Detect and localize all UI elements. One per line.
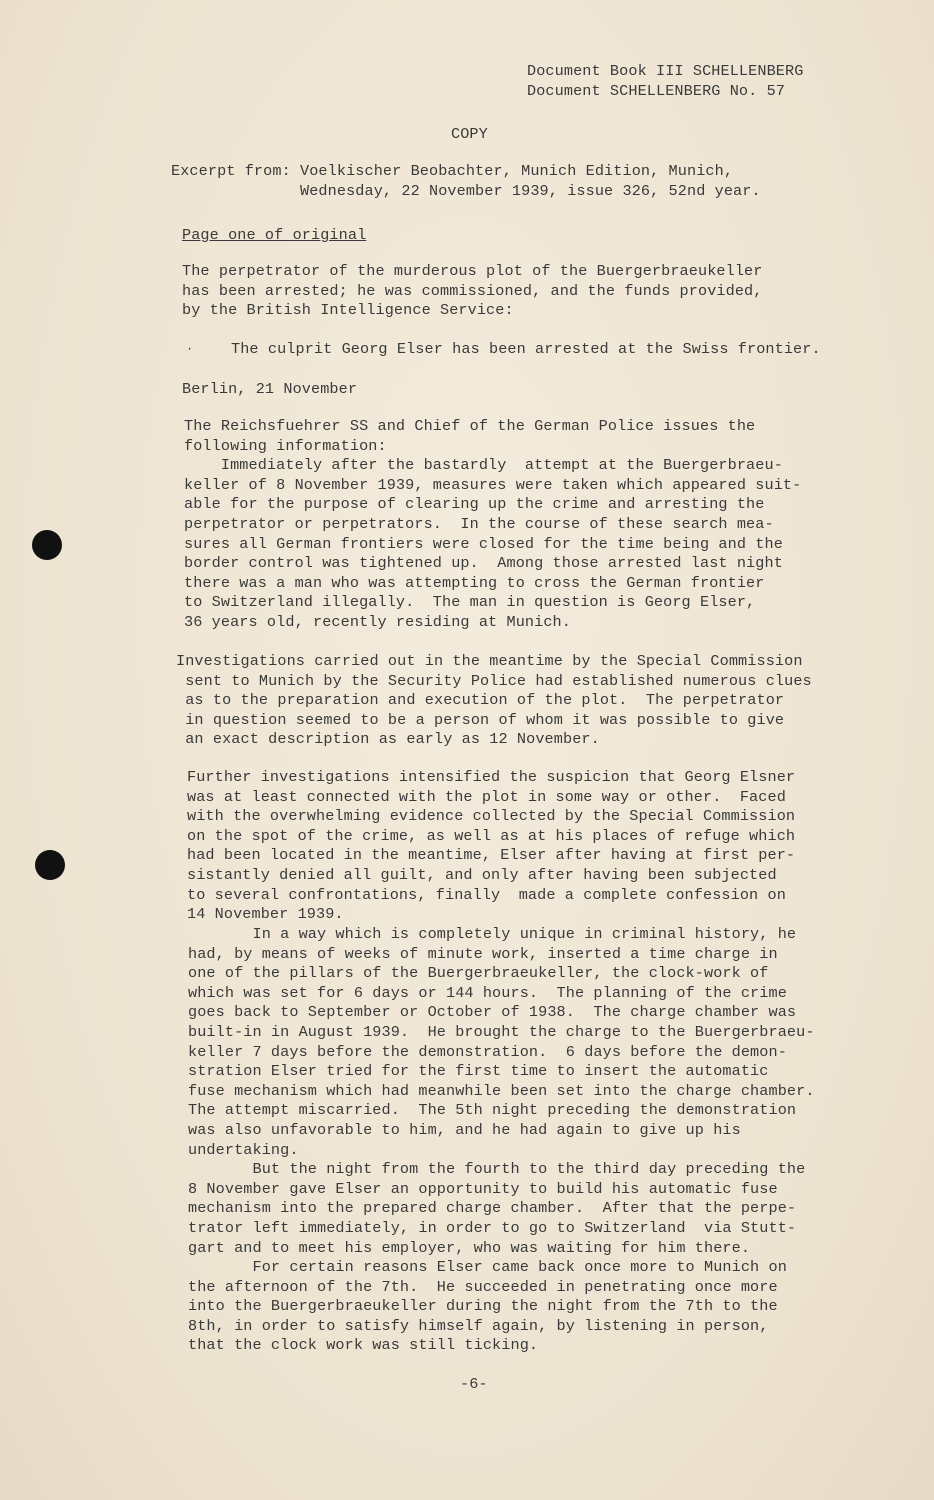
header-line-1: Document Book III SCHELLENBERG [527, 62, 804, 80]
page-number: -6- [460, 1375, 488, 1393]
paragraph-investigations: Investigations carried out in the meantime by the Special Commission sent to Munich by the Security Police had established numerous clues as to the preparation and execution of the plot. The perpetrator in question seemed to be a person of whom it was possible to give an exact description as early as 12 November. [176, 652, 812, 749]
document-header [527, 62, 803, 101]
intro-paragraph: The perpetrator of the murderous plot of the Buergerbraeukeller has been arrested; he was commissioned, and the funds provided, by the British Intelligence Service: [182, 262, 763, 320]
punch-hole-bottom [35, 850, 65, 880]
paragraph-reichsfuehrer: The Reichsfuehrer SS and Chief of the German Police issues the following information: Immediately after the bastardly attempt at the Buergerbraeu- keller of 8 November 1939, measures were taken which appeared suit- able for the purpose of clearing up the crime and arresting the perpetrator or perpetrators. In the course of these search mea- sures all German frontiers were closed for the time being and the border control was tightened up. Among those arrested last night there was a man who was attempting to cross the German frontier to Switzerland illegally. The man in question is Georg Elser, 36 years old, recently residing at Munich. [184, 417, 802, 631]
paragraph-time-charge: In a way which is completely unique in criminal history, he had, by means of weeks of minute work, inserted a time charge in one of the pillars of the Buergerbraeukeller, the clock-work of which was set for 6 days or 144 hours. The planning of the crime goes back to September or October of 1938. The charge chamber was built-in in August 1939. He brought the charge to the Buergerbraeu- keller 7 days before the demonstration. 6 days before the demon- stration Elser tried for the first time to insert the automatic fuse mechanism which had meanwhile been set into the charge chamber. The attempt miscarried. The 5th night preceding the demonstration was also unfavorable to him, and he had again to give up his undertaking. But the night from the fourth to the third day preceding the 8 November gave Elser an opportunity to build his automatic fuse mechanism into the prepared charge chamber. After that the perpe- trator left immediately, in order to go to Switzerland via Stutt- gart and to meet his employer, who was waiting for him there. For certain reasons Elser came back once more to Munich on the afternoon of the 7th. He succeeded in penetrating once more into the Buergerbraeukeller during the night from the 7th to the 8th, in order to satisfy himself again, by listening in person, that the clock work was still ticking. [188, 925, 815, 1355]
culprit-line: The culprit Georg Elser has been arrested at the Swiss frontier. [231, 340, 821, 358]
dateline: Berlin, 21 November [182, 380, 358, 398]
page-one-label: Page one of original [182, 226, 367, 244]
header-line-2: Document SCHELLENBERG No. 57 [527, 81, 785, 100]
excerpt-source: Excerpt from: Voelkischer Beobachter, Munich Edition, Munich, Wednesday, 22 November 1939, issue 326, 52nd year. [171, 162, 761, 200]
bullet-mark: · [186, 342, 194, 356]
paragraph-further-investigations: Further investigations intensified the suspicion that Georg Elsner was at least connected with the plot in some way or other. Faced with the overwhelming evidence collected by the Special Commission on the spot of the crime, as well as at his places of refuge which had been located in the meantime, Elser after having at first per- sistantly denied all guilt, and only after having been subjected to several confrontations, finally made a complete confession on 14 November 1939. [187, 768, 796, 924]
punch-hole-top [32, 530, 62, 560]
copy-label: COPY [451, 125, 488, 143]
